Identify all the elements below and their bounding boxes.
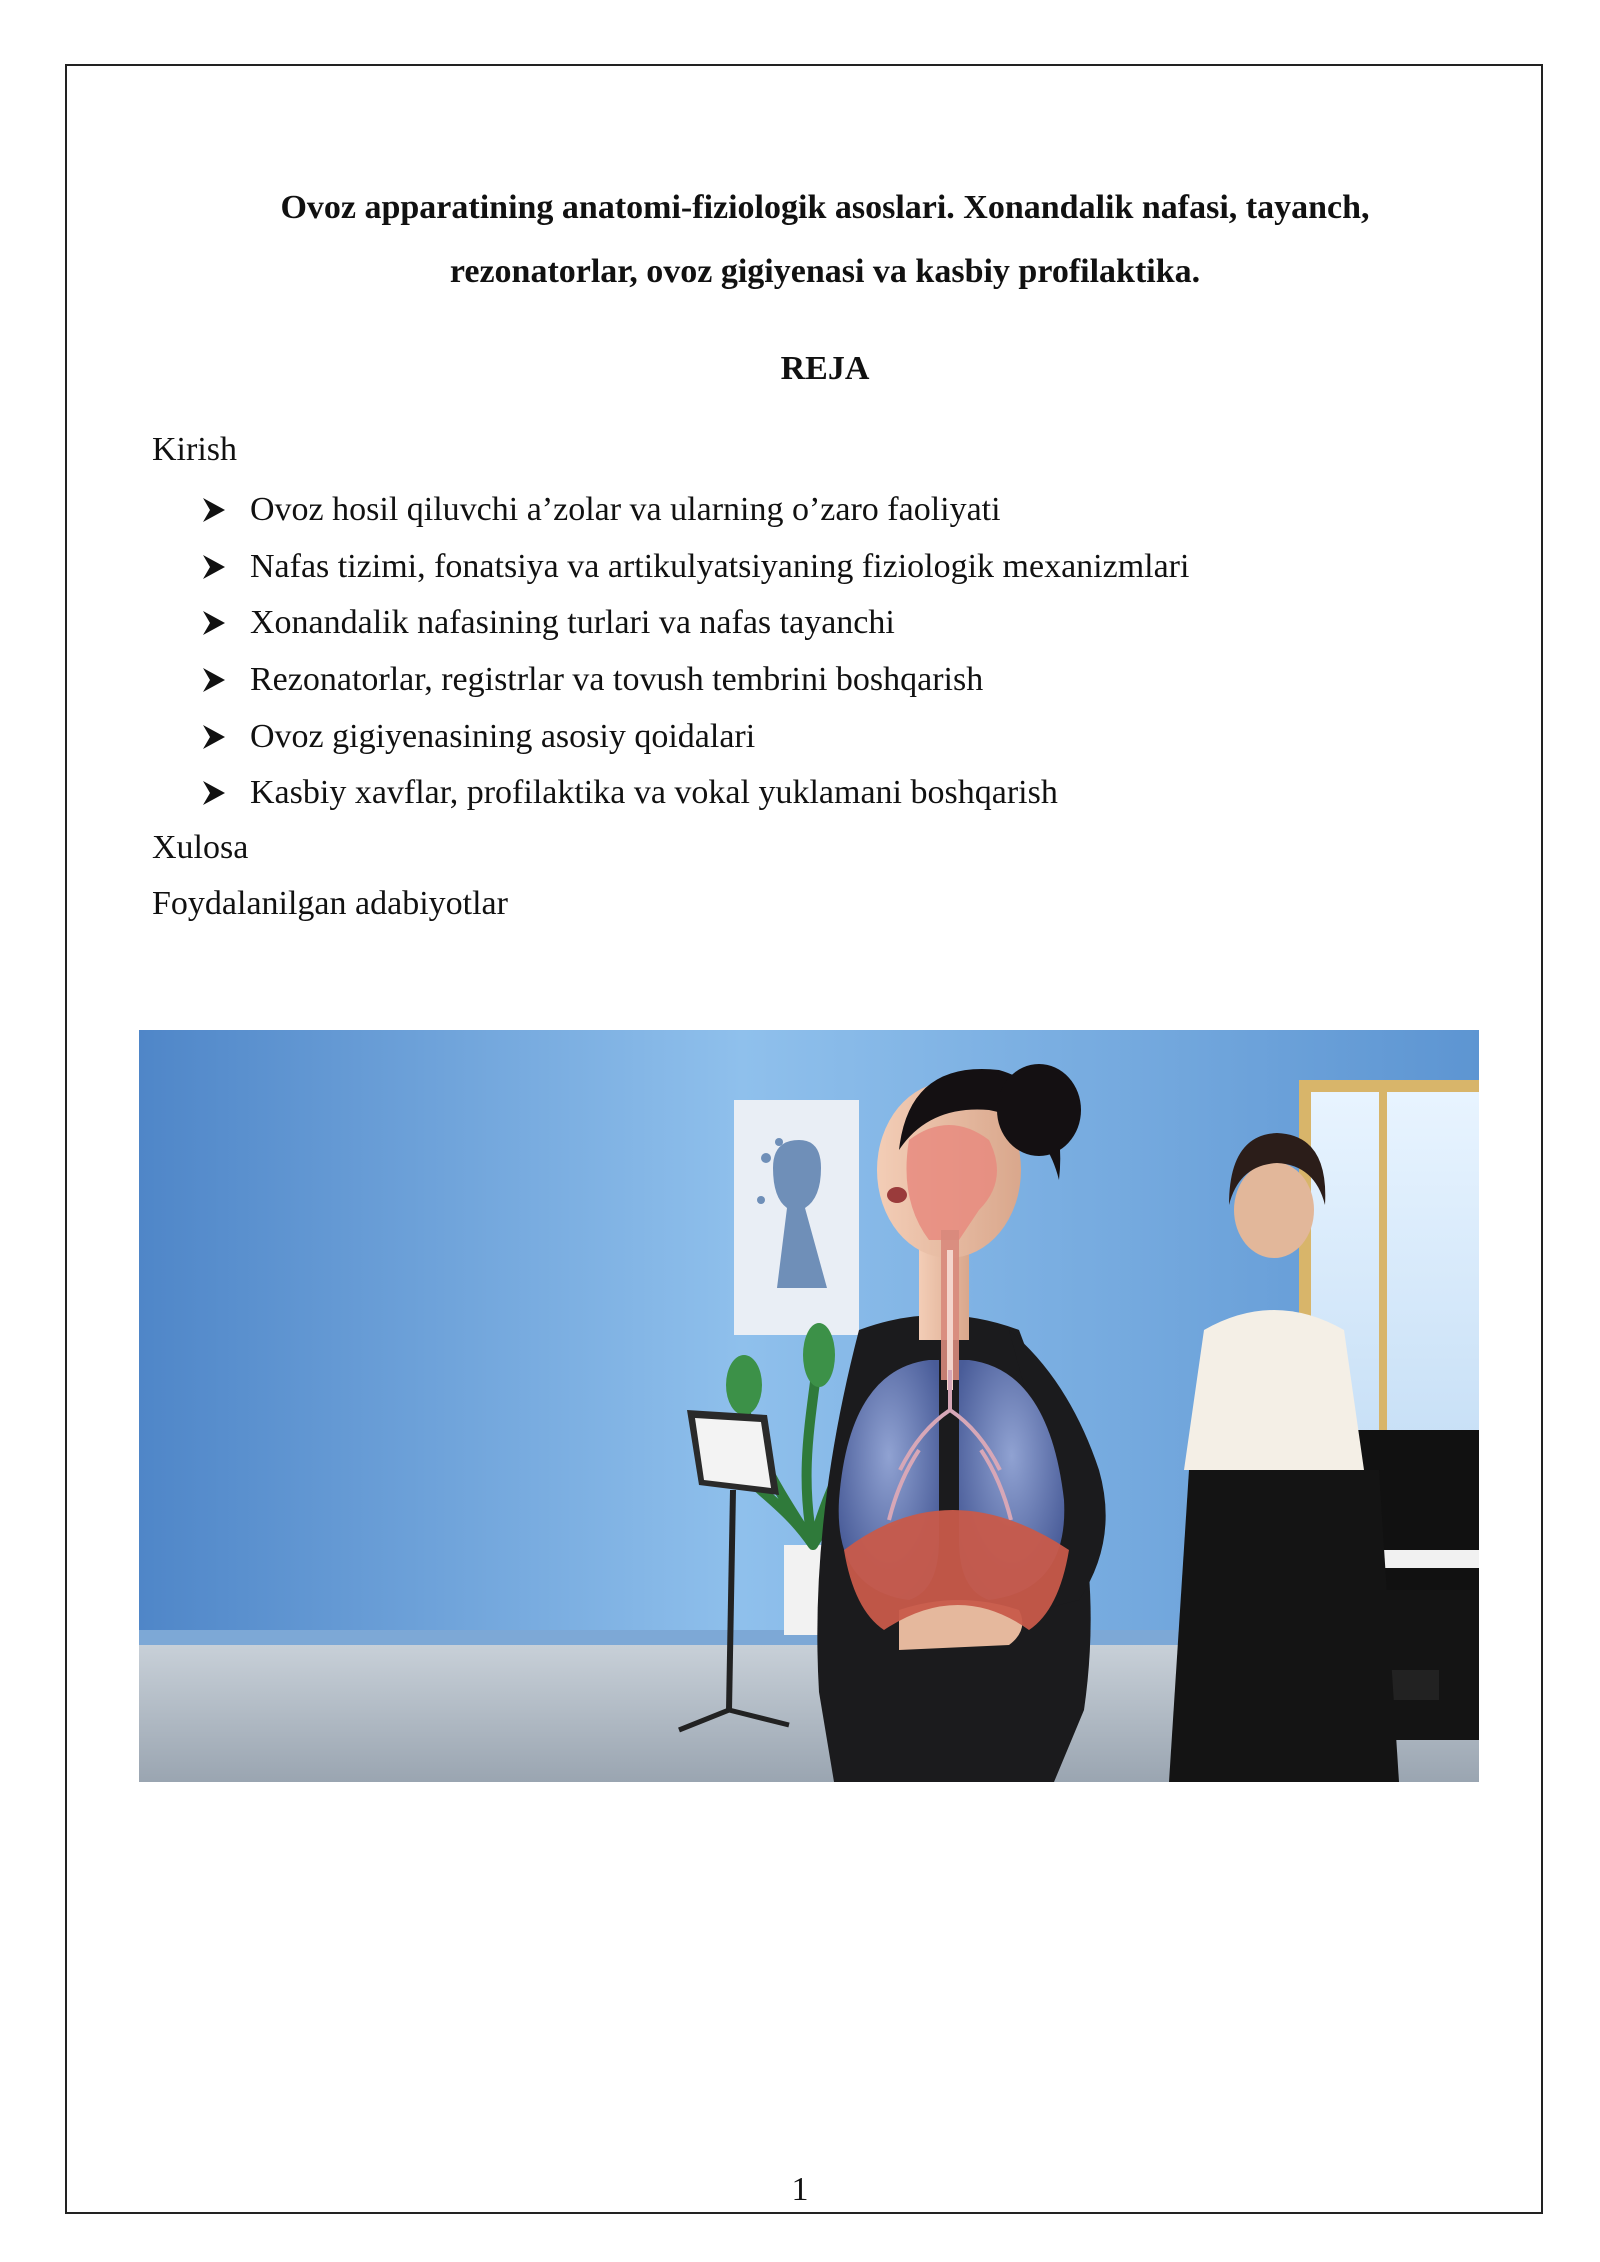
plan-item [200,765,1189,822]
plan-item-text: Xonandalik nafasining turlari va nafas tayanchi [250,604,895,642]
arrowhead-bullet-icon [200,609,228,637]
intro-line: Kirish [152,431,237,468]
document-title [120,176,1530,304]
plan-item-text: Kasbiy xavflar, profilaktika va vokal yuklamani boshqarish [250,774,1058,812]
plan-item-text: Ovoz gigiyenasining asosiy qoidalari [250,717,756,755]
plan-item [200,708,1189,765]
plan-item [200,539,1189,596]
title-line-1: Ovoz apparatining anatomi-fiziologik asoslari. Xonandalik nafasi, tayanch, [280,189,1370,226]
references-line: Foydalanilgan adabiyotlar [152,885,508,922]
arrowhead-bullet-icon [200,723,228,751]
title-line-2: rezonatorlar, ovoz gigiyenasi va kasbiy profilaktika. [449,253,1201,290]
arrowhead-bullet-icon [200,779,228,807]
arrowhead-bullet-icon [200,666,228,694]
plan-item-text: Rezonatorlar, registrlar va tovush tembrini boshqarish [250,661,984,699]
singer-anatomy-illustration [139,1030,1479,1782]
arrowhead-bullet-icon [200,496,228,524]
conclusion-line: Xulosa [152,829,249,866]
plan-item-text: Ovoz hosil qiluvchi a’zolar va ularning o’zaro faoliyati [250,491,1001,529]
arrowhead-bullet-icon [200,553,228,581]
plan-heading: REJA [780,350,870,387]
plan-item [200,595,1189,652]
plan-item [200,652,1189,709]
page-number: 1 [791,2171,809,2208]
plan-item [200,482,1189,539]
plan-item-text: Nafas tizimi, fonatsiya va artikulyatsiyaning fiziologik mexanizmlari [250,547,1190,585]
plan-list [200,482,1189,822]
